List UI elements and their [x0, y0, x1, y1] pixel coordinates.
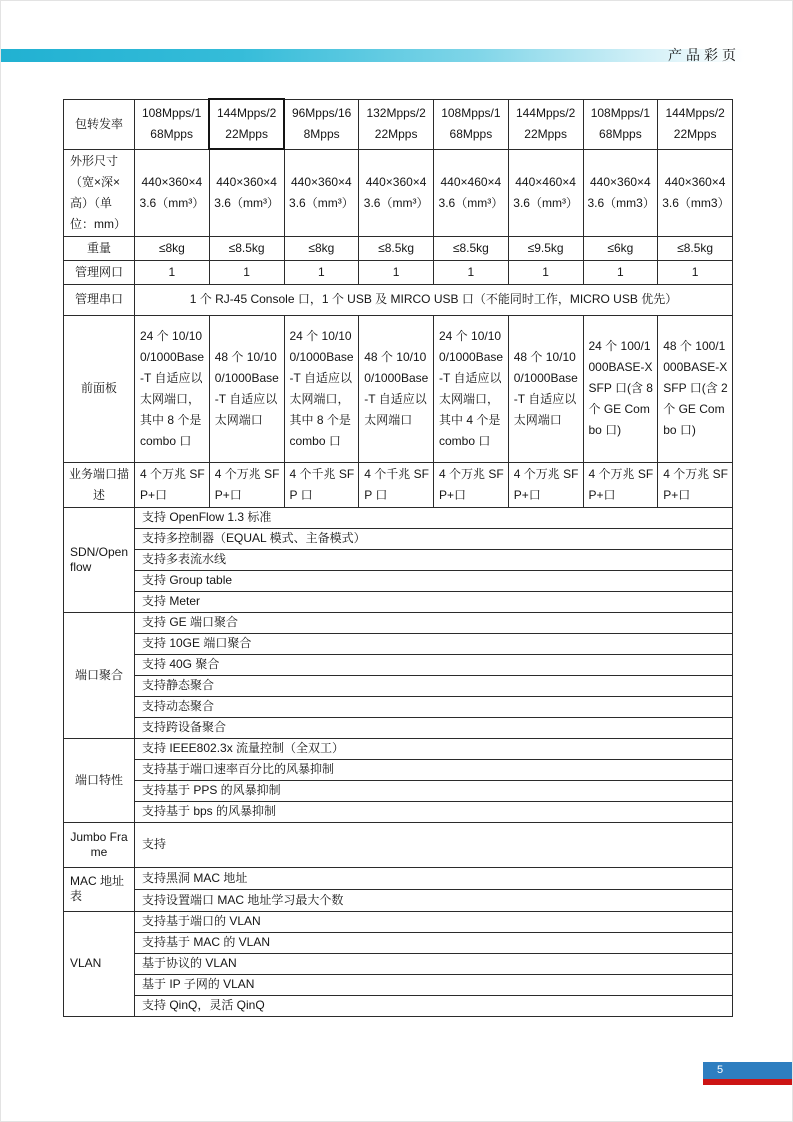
table-row	[64, 260, 733, 284]
spec-cell: 24 个 100/1000BASE-X SFP 口(含 8 个 GE Combo 口)	[583, 315, 658, 462]
feature-item: 支持静态聚合	[135, 675, 733, 696]
feature-item: 支持基于 MAC 的 VLAN	[135, 932, 733, 953]
row-label: 包转发率	[64, 99, 135, 149]
table-row	[64, 738, 733, 759]
table-row	[64, 507, 733, 528]
spec-cell: 4 个千兆 SFP 口	[359, 462, 434, 507]
table-row	[64, 315, 733, 462]
spec-cell: 24 个 10/100/1000Base-T 自适应以太网端口，其中 8 个是 combo 口	[284, 315, 359, 462]
feature-item: 支持 40G 聚合	[135, 654, 733, 675]
footer-red-bar	[703, 1079, 792, 1085]
row-label: 端口特性	[64, 738, 135, 822]
feature-item: 支持 IEEE802.3x 流量控制（全双工）	[135, 738, 733, 759]
row-label: VLAN	[64, 911, 135, 1016]
spec-cell: 24 个 10/100/1000Base-T 自适应以太网端口，其中 8 个是 combo 口	[135, 315, 210, 462]
spec-cell: 440×360×43.6（mm³）	[135, 149, 210, 236]
table-row	[64, 149, 733, 236]
spec-cell: 4 个万兆 SFP+口	[434, 462, 509, 507]
spec-cell: 440×360×43.6（mm3）	[583, 149, 658, 236]
row-label: Jumbo Frame	[64, 822, 135, 867]
spec-cell: ≤8.5kg	[359, 236, 434, 260]
spec-cell: ≤9.5kg	[508, 236, 583, 260]
feature-item: 支持 Group table	[135, 570, 733, 591]
table-row	[64, 889, 733, 911]
feature-item: 支持基于端口速率百分比的风暴抑制	[135, 759, 733, 780]
row-label: 管理网口	[64, 260, 135, 284]
feature-item: 支持设置端口 MAC 地址学习最大个数	[135, 889, 733, 911]
table-row	[64, 570, 733, 591]
spec-cell: 144Mpps/222Mpps	[658, 99, 733, 149]
feature-item: 支持多表流水线	[135, 549, 733, 570]
feature-item: 支持	[135, 822, 733, 867]
spec-cell: 48 个 10/100/1000Base-T 自适应以太网端口	[508, 315, 583, 462]
feature-item: 支持跨设备聚合	[135, 717, 733, 738]
spec-cell: 4 个万兆 SFP+口	[508, 462, 583, 507]
table-row	[64, 236, 733, 260]
row-label: SDN/Openflow	[64, 507, 135, 612]
row-label: 业务端口描述	[64, 462, 135, 507]
spec-cell: 108Mpps/168Mpps	[135, 99, 210, 149]
spec-cell: 4 个万兆 SFP+口	[135, 462, 210, 507]
table-row	[64, 911, 733, 932]
spec-cell: 440×360×43.6（mm³）	[359, 149, 434, 236]
spec-cell: 48 个 100/1000BASE-X SFP 口(含 2 个 GE Combo 口)	[658, 315, 733, 462]
table-row	[64, 780, 733, 801]
spec-cell: ≤6kg	[583, 236, 658, 260]
table-row	[64, 974, 733, 995]
spec-cell: 440×360×43.6（mm³）	[209, 149, 284, 236]
table-row	[64, 932, 733, 953]
feature-item: 基于协议的 VLAN	[135, 953, 733, 974]
table-row	[64, 612, 733, 633]
spec-cell: 96Mpps/168Mpps	[284, 99, 359, 149]
spec-cell: 4 个万兆 SFP+口	[209, 462, 284, 507]
spec-cell: 144Mpps/222Mpps	[508, 99, 583, 149]
spec-cell-span: 1 个 RJ-45 Console 口，1 个 USB 及 MIRCO USB 口（不能同时工作，MICRO USB 优先）	[135, 284, 733, 315]
table-row	[64, 801, 733, 822]
spec-cell: 24 个 10/100/1000Base-T 自适应以太网端口，其中 4 个是 combo 口	[434, 315, 509, 462]
feature-item: 支持动态聚合	[135, 696, 733, 717]
spec-table	[63, 98, 733, 1017]
spec-cell: 1	[284, 260, 359, 284]
row-label: 端口聚合	[64, 612, 135, 738]
page-number-badge: 5	[703, 1062, 792, 1079]
spec-cell: ≤8kg	[284, 236, 359, 260]
spec-cell-highlighted: 144Mpps/222Mpps	[209, 99, 284, 149]
spec-cell: 1	[583, 260, 658, 284]
table-row	[64, 549, 733, 570]
table-row	[64, 759, 733, 780]
table-row	[64, 591, 733, 612]
table-row	[64, 953, 733, 974]
spec-cell: 440×460×43.6（mm³）	[434, 149, 509, 236]
spec-cell: 4 个万兆 SFP+口	[583, 462, 658, 507]
feature-item: 支持基于端口的 VLAN	[135, 911, 733, 932]
table-row	[64, 867, 733, 889]
table-row	[64, 654, 733, 675]
feature-item: 支持 GE 端口聚合	[135, 612, 733, 633]
feature-item: 支持多控制器（EQUAL 模式、主备模式）	[135, 528, 733, 549]
spec-cell: 1	[209, 260, 284, 284]
table-row	[64, 99, 733, 149]
spec-cell: 440×360×43.6（mm3）	[658, 149, 733, 236]
table-row	[64, 675, 733, 696]
row-label: 前面板	[64, 315, 135, 462]
row-label: 外形尺寸（宽×深×高）（单位：mm）	[64, 149, 135, 236]
row-label: 重量	[64, 236, 135, 260]
spec-cell: 1	[135, 260, 210, 284]
page-title: 产品彩页	[668, 47, 740, 63]
spec-cell: 108Mpps/168Mpps	[434, 99, 509, 149]
table-row	[64, 462, 733, 507]
spec-cell: ≤8.5kg	[658, 236, 733, 260]
table-row	[64, 633, 733, 654]
spec-cell: 4 个千兆 SFP 口	[284, 462, 359, 507]
spec-cell: 108Mpps/168Mpps	[583, 99, 658, 149]
spec-cell: 1	[658, 260, 733, 284]
feature-item: 支持基于 PPS 的风暴抑制	[135, 780, 733, 801]
table-row	[64, 696, 733, 717]
spec-cell: 440×360×43.6（mm³）	[284, 149, 359, 236]
feature-item: 支持黑洞 MAC 地址	[135, 867, 733, 889]
table-row	[64, 717, 733, 738]
feature-item: 支持 Meter	[135, 591, 733, 612]
table-row	[64, 528, 733, 549]
spec-cell: 48 个 10/100/1000Base-T 自适应以太网端口	[359, 315, 434, 462]
feature-item: 基于 IP 子网的 VLAN	[135, 974, 733, 995]
spec-cell: ≤8.5kg	[434, 236, 509, 260]
spec-cell: 440×460×43.6（mm³）	[508, 149, 583, 236]
spec-cell: ≤8.5kg	[209, 236, 284, 260]
footer-page-number	[703, 1062, 792, 1085]
spec-cell: 48 个 10/100/1000Base-T 自适应以太网端口	[209, 315, 284, 462]
spec-cell: ≤8kg	[135, 236, 210, 260]
feature-item: 支持 OpenFlow 1.3 标准	[135, 507, 733, 528]
row-label: 管理串口	[64, 284, 135, 315]
spec-cell: 1	[508, 260, 583, 284]
row-label: MAC 地址表	[64, 867, 135, 911]
feature-item: 支持基于 bps 的风暴抑制	[135, 801, 733, 822]
spec-cell: 1	[434, 260, 509, 284]
spec-cell: 132Mpps/222Mpps	[359, 99, 434, 149]
feature-item: 支持 10GE 端口聚合	[135, 633, 733, 654]
feature-item: 支持 QinQ，灵活 QinQ	[135, 995, 733, 1016]
spec-cell: 1	[359, 260, 434, 284]
table-row	[64, 822, 733, 867]
table-row	[64, 995, 733, 1016]
table-row	[64, 284, 733, 315]
spec-cell: 4 个万兆 SFP+口	[658, 462, 733, 507]
